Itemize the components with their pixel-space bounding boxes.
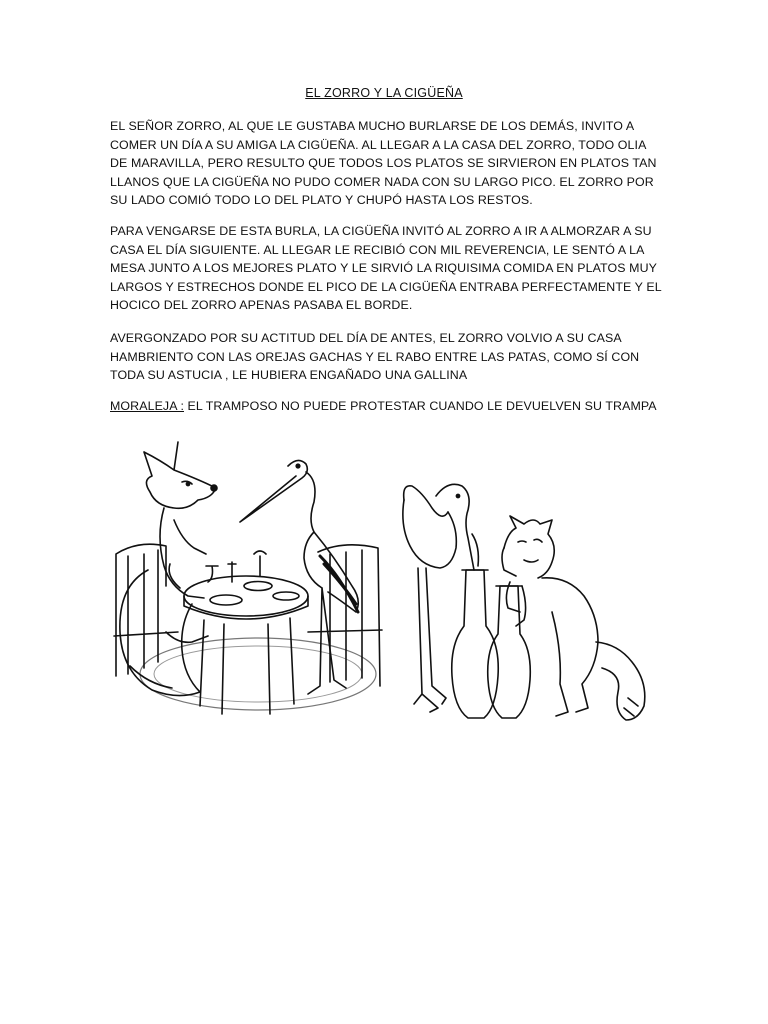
- stork-and-fox-jars-illustration: [392, 436, 654, 726]
- moral-line: [110, 397, 666, 416]
- paragraph-3: AVERGONZADO POR SU ACTITUD DEL DÍA DE ANTES, EL ZORRO VOLVIO A SU CASA HAMBRIENTO CON LAS OREJAS GACHAS Y EL RABO ENTRE LAS PATAS, COMO SÍ CON TODA SU ASTUCIA , LE HUBIERA ENGAÑADO UNA GALLINA: [110, 331, 640, 383]
- moral-text: EL TRAMPOSO NO PUEDE PROTESTAR CUANDO LE DEVUELVEN SU TRAMPA: [184, 399, 657, 413]
- page-title: EL ZORRO Y LA CIGÜEÑA: [305, 86, 463, 100]
- fox-and-stork-dinner-illustration: [108, 436, 384, 726]
- paragraph-1: EL SEÑOR ZORRO, AL QUE LE GUSTABA MUCHO BURLARSE DE LOS DEMÁS, INVITO A COMER UN DÍA A SU AMIGA LA CIGÜEÑA. AL LLEGAR A LA CASA DEL ZORRO, TODO OLIA DE MARAVILLA, PERO RESULTO QUE TODOS LOS PLATOS SE SIRVIERON EN PLATOS TAN LLANOS QUE LA CIGÜEÑA NO PUDO COMER NADA CON SU LARGO PICO. EL ZORRO POR SU LADO COMIÓ TODO LO DEL PLATO Y CHUPÓ HASTA LOS RESTOS.: [110, 119, 657, 208]
- paragraph-2: PARA VENGARSE DE ESTA BURLA, LA CIGÜEÑA INVITÓ AL ZORRO A IR A ALMORZAR A SU CASA EL DÍA SIGUIENTE. AL LLEGAR LE RECIBIÓ CON MIL REVERENCIA, LE SENTÓ A LA MESA JUNTO A LOS MEJORES PLATO Y LE SIRVIÓ LA RIQUISIMA COMIDA EN PLATOS MUY LARGOS Y ESTRECHOS DONDE EL PICO DE LA CIGÜEÑA ENTRABA PERFECTAMENTE Y EL HOCICO DEL ZORRO APENAS PASABA EL BORDE.: [110, 224, 662, 313]
- moral-label: MORALEJA :: [110, 399, 184, 413]
